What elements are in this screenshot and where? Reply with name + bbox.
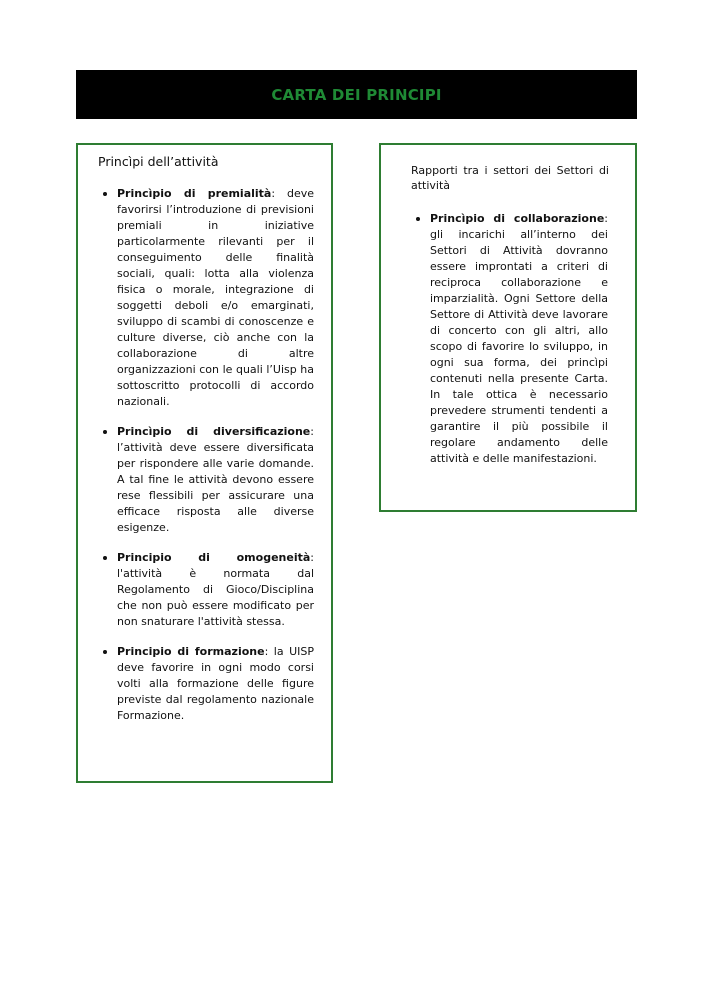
- principle-text: : l’attività deve essere diversificata per rispondere alle varie domande. A tal fine le attività devono essere rese flessibili per assicurare una efficace risposta alle diverse esigenze.: [117, 425, 314, 534]
- principle-text: : gli incarichi all’interno dei Settori di Attività dovranno essere improntati a criteri di reciproca collaborazione e imparzialità. Ogni Settore della Settore di Attività deve lavorare di concerto con gli altri, allo scopo di favorire lo sviluppo, in ogni sua forma, dei princìpi contenuti nella presente Carta. In tale ottica è necessario prevedere strumenti tendenti a garantire il più possibile il regolare andamento delle attività e delle manifestazioni.: [430, 212, 608, 465]
- principles-list: [102, 186, 314, 738]
- bullet-icon: [103, 192, 107, 196]
- list-item: [102, 550, 314, 630]
- principles-activity-box: [76, 143, 333, 783]
- list-item: [102, 424, 314, 536]
- principle-term: Princìpio di collaborazione: [430, 212, 605, 225]
- principle-text: : l'attività è normata dal Regolamento di Gioco/Disciplina che non può essere modificato per non snaturare l'attività stessa.: [117, 551, 314, 628]
- principle-text: : la UISP deve favorire in ogni modo corsi volti alla formazione delle figure previste dal regolamento nazionale Formazione.: [117, 645, 314, 722]
- principle-term: Principio di omogeneità: [117, 551, 311, 564]
- list-item: [102, 644, 314, 724]
- header-banner: [76, 70, 637, 119]
- principle-term: Principio di formazione: [117, 645, 265, 658]
- section-title-sectors: Rapporti tra i settori dei Settori di attività: [411, 164, 609, 192]
- principle-term: Princìpio di premialità: [117, 187, 272, 200]
- relations-list: [415, 211, 608, 467]
- sector-relations-box: [379, 143, 637, 512]
- bullet-icon: [103, 430, 107, 434]
- section-title-activity: Princìpi dell’attività: [98, 154, 219, 169]
- list-item: [102, 186, 314, 410]
- principle-text: : deve favorirsi l’introduzione di previsioni premiali in iniziative particolarmente rilevanti per il conseguimento delle finalità sociali, quali: lotta alla violenza fisica o morale, integrazione di soggetti deboli e/o emarginati, sviluppo di scambi di conoscenze e culture diverse, ciò anche con la collaborazione di altre organizzazioni con le quali l’Uisp ha sottoscritto protocolli di accordo nazionali.: [117, 187, 315, 408]
- bullet-icon: [103, 650, 107, 654]
- bullet-icon: [416, 217, 420, 221]
- principle-term: Princìpio di diversificazione: [117, 425, 311, 438]
- bullet-icon: [103, 556, 107, 560]
- list-item: [415, 211, 608, 467]
- page-title: CARTA DEI PRINCIPI: [271, 85, 442, 104]
